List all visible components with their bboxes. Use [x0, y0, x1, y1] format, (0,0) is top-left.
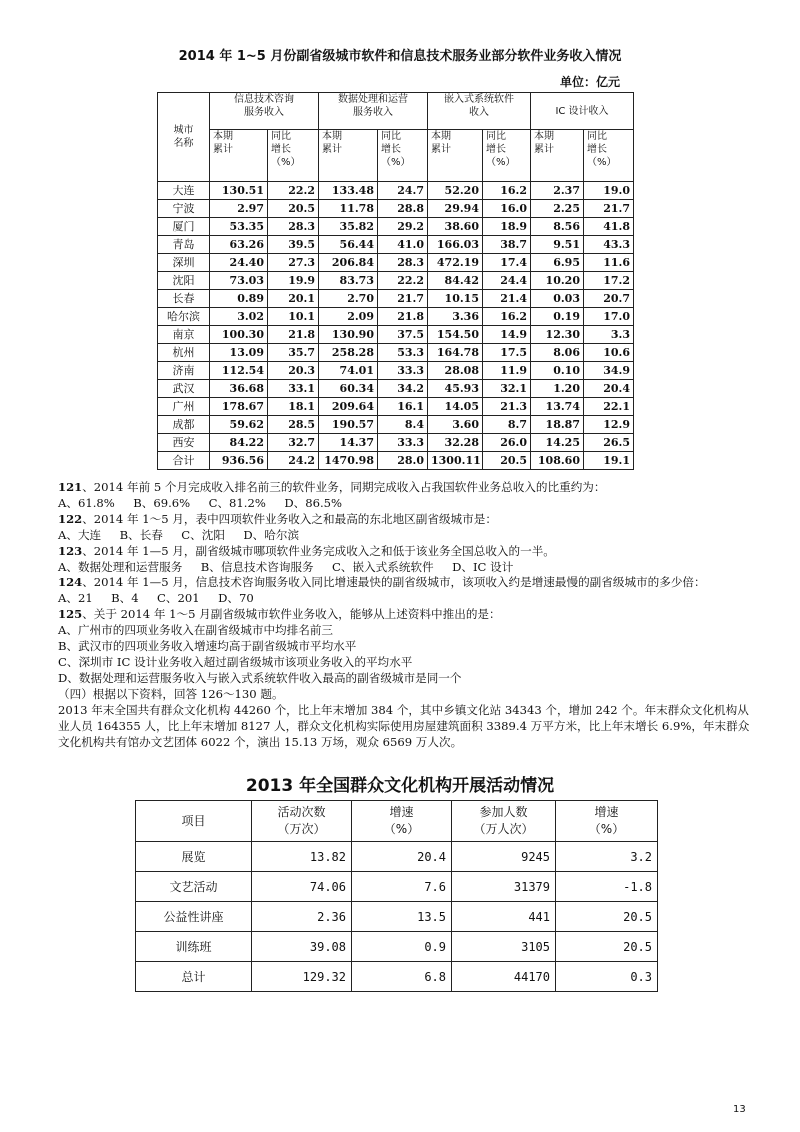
value-cell: 18.87 [531, 416, 584, 434]
table-row [136, 842, 658, 872]
value-cell: 22.2 [378, 272, 428, 290]
question-number: 124 [58, 575, 83, 590]
value-cell: 22.1 [584, 398, 634, 416]
cultural-activities-table [135, 800, 658, 992]
value-cell: 41.8 [584, 218, 634, 236]
value-cell: 74.01 [319, 362, 378, 380]
value-cell: 19.9 [268, 272, 319, 290]
value-cell: 84.42 [428, 272, 483, 290]
table-row [136, 932, 658, 962]
value-cell: 28.08 [428, 362, 483, 380]
value-cell: 39.08 [252, 932, 352, 962]
column-header: 活动次数 （万次） [252, 801, 352, 842]
value-cell: 3.60 [428, 416, 483, 434]
value-cell: 0.19 [531, 308, 584, 326]
value-cell: 9.51 [531, 236, 584, 254]
value-cell: 166.03 [428, 236, 483, 254]
table-row [158, 290, 634, 308]
value-cell: 33.1 [268, 380, 319, 398]
value-cell: 74.06 [252, 872, 352, 902]
value-cell: 3105 [452, 932, 556, 962]
question-number: 123 [58, 543, 83, 558]
value-cell: 12.9 [584, 416, 634, 434]
value-cell: 2.37 [531, 182, 584, 200]
value-cell: 60.34 [319, 380, 378, 398]
value-cell: 32.1 [483, 380, 531, 398]
table-row [158, 218, 634, 236]
city-name-cell: 合计 [158, 452, 210, 470]
table-row [158, 398, 634, 416]
value-cell: 84.22 [210, 434, 268, 452]
value-cell: 16.0 [483, 200, 531, 218]
value-cell: 22.2 [268, 182, 319, 200]
value-cell: 20.5 [483, 452, 531, 470]
subheader-current-total: 本期 累计 [531, 130, 584, 182]
value-cell: 11.6 [584, 254, 634, 272]
value-cell: 24.2 [268, 452, 319, 470]
value-cell: 2.09 [319, 308, 378, 326]
subheader-current-total: 本期 累计 [428, 130, 483, 182]
value-cell: 8.7 [483, 416, 531, 434]
value-cell: 3.02 [210, 308, 268, 326]
value-cell: 154.50 [428, 326, 483, 344]
subheader-current-total: 本期 累计 [210, 130, 268, 182]
value-cell: 1.20 [531, 380, 584, 398]
value-cell: 164.78 [428, 344, 483, 362]
value-cell: 28.3 [378, 254, 428, 272]
value-cell: 83.73 [319, 272, 378, 290]
table-row [158, 272, 634, 290]
value-cell: 18.1 [268, 398, 319, 416]
city-name-cell: 武汉 [158, 380, 210, 398]
question-options: A、数据处理和运营服务 B、信息技术咨询服务 C、嵌入式系统软件 D、IC 设计 [58, 559, 514, 574]
value-cell: 52.20 [428, 182, 483, 200]
value-cell: 178.67 [210, 398, 268, 416]
group-header-ic-design: IC 设计收入 [531, 93, 634, 130]
value-cell: 1300.11 [428, 452, 483, 470]
value-cell: 38.7 [483, 236, 531, 254]
value-cell: 35.7 [268, 344, 319, 362]
city-name-cell: 青岛 [158, 236, 210, 254]
value-cell: 56.44 [319, 236, 378, 254]
section-paragraph: 2013 年末全国共有群众文化机构 44260 个，比上年末增加 384 个，其中乡镇文化站 34343 个，增加 242 个。年末群众文化机构从业人员 164355 人，比上年末增加 8127 人，群众文化机构实际使用房屋建筑面积 3389.4 万平方米，比上年末增长 6.9%，年末群众文化机构共有馆办文艺团体 6022 个，演出 15.13 万场，观众 6569 万人次。 [58, 702, 750, 749]
value-cell: 28.3 [268, 218, 319, 236]
value-cell: 133.48 [319, 182, 378, 200]
value-cell: 17.0 [584, 308, 634, 326]
value-cell: 20.4 [584, 380, 634, 398]
value-cell: 38.60 [428, 218, 483, 236]
value-cell: 9245 [452, 842, 556, 872]
value-cell: 21.3 [483, 398, 531, 416]
question-options: A、广州市的四项业务收入在副省级城市中均排名前三 B、武汉市的四项业务收入增速均高于副省级城市平均水平 C、深圳市 IC 设计业务收入超过副省级城市该项业务收入的平均水平 D、数据处理和运营服务收入与嵌入式系统软件收入最高的副省级城市是同一个 [58, 623, 462, 685]
value-cell: 29.94 [428, 200, 483, 218]
value-cell: 17.2 [584, 272, 634, 290]
value-cell: 35.82 [319, 218, 378, 236]
city-name-header: 城市 名称 [158, 93, 210, 182]
value-cell: 26.0 [483, 434, 531, 452]
item-name-cell: 公益性讲座 [136, 902, 252, 932]
value-cell: 29.2 [378, 218, 428, 236]
value-cell: 44170 [452, 962, 556, 992]
group-header-it-consulting: 信息技术咨询 服务收入 [210, 93, 319, 130]
question-number: 121 [58, 480, 83, 494]
page-number: 13 [733, 1104, 746, 1115]
table1-title: 2014 年 1~5 月份副省级城市软件和信息技术服务业部分软件业务收入情况 [178, 49, 622, 64]
city-name-cell: 南京 [158, 326, 210, 344]
value-cell: 34.2 [378, 380, 428, 398]
question-stem [58, 607, 758, 623]
value-cell: 53.35 [210, 218, 268, 236]
value-cell: 108.60 [531, 452, 584, 470]
value-cell: 28.0 [378, 452, 428, 470]
question-options: A、大连 B、长春 C、沈阳 D、哈尔滨 [58, 527, 300, 542]
value-cell: 3.2 [556, 842, 658, 872]
value-cell: 28.5 [268, 416, 319, 434]
value-cell: 32.28 [428, 434, 483, 452]
value-cell: 3.3 [584, 326, 634, 344]
item-name-cell: 文艺活动 [136, 872, 252, 902]
subheader-current-total: 本期 累计 [319, 130, 378, 182]
value-cell: 206.84 [319, 254, 378, 272]
city-name-cell: 西安 [158, 434, 210, 452]
subheader-yoy-growth: 同比 增长 （%） [483, 130, 531, 182]
table-row [158, 236, 634, 254]
value-cell: 28.8 [378, 200, 428, 218]
value-cell: 13.82 [252, 842, 352, 872]
value-cell: 936.56 [210, 452, 268, 470]
group-header-embedded-software: 嵌入式系统软件 收入 [428, 93, 531, 130]
value-cell: 45.93 [428, 380, 483, 398]
question-options: A、61.8% B、69.6% C、81.2% D、86.5% [58, 495, 343, 510]
value-cell: 14.37 [319, 434, 378, 452]
item-name-cell: 展览 [136, 842, 252, 872]
value-cell: 21.8 [378, 308, 428, 326]
value-cell: 2.25 [531, 200, 584, 218]
value-cell: 26.5 [584, 434, 634, 452]
value-cell: 39.5 [268, 236, 319, 254]
value-cell: 16.2 [483, 308, 531, 326]
value-cell: 59.62 [210, 416, 268, 434]
question-number: 122 [58, 511, 83, 526]
table-row [158, 416, 634, 434]
table-row [158, 380, 634, 398]
question-stem [58, 512, 758, 528]
value-cell: 24.7 [378, 182, 428, 200]
value-cell: 6.8 [352, 962, 452, 992]
value-cell: 18.9 [483, 218, 531, 236]
question-block [58, 480, 758, 750]
value-cell: 53.3 [378, 344, 428, 362]
city-name-cell: 大连 [158, 182, 210, 200]
table-row [158, 434, 634, 452]
column-header: 项目 [136, 801, 252, 842]
city-name-cell: 深圳 [158, 254, 210, 272]
value-cell: 7.6 [352, 872, 452, 902]
value-cell: 11.78 [319, 200, 378, 218]
city-name-cell: 哈尔滨 [158, 308, 210, 326]
subheader-yoy-growth: 同比 增长 （%） [584, 130, 634, 182]
city-name-cell: 杭州 [158, 344, 210, 362]
value-cell: 24.4 [483, 272, 531, 290]
table-row [158, 326, 634, 344]
value-cell: 21.7 [584, 200, 634, 218]
question-text: 、2014 年 1—5 月，信息技术咨询服务收入同比增速最快的副省级城市，该项收入约是增速最慢的副省级城市的多少倍： [82, 575, 706, 590]
value-cell: 10.6 [584, 344, 634, 362]
city-name-cell: 长春 [158, 290, 210, 308]
value-cell: 36.68 [210, 380, 268, 398]
software-revenue-table [157, 92, 634, 470]
value-cell: 32.7 [268, 434, 319, 452]
value-cell: 20.5 [556, 932, 658, 962]
value-cell: 129.32 [252, 962, 352, 992]
value-cell: 16.2 [483, 182, 531, 200]
value-cell: 1470.98 [319, 452, 378, 470]
question-text: 、关于 2014 年 1～5 月副省级城市软件业务收入，能够从上述资料中推出的是： [82, 607, 501, 622]
table-row [136, 962, 658, 992]
column-header: 增速 （%） [556, 801, 658, 842]
question-text: 、2014 年 1～5 月，表中四项软件业务收入之和最高的东北地区副省级城市是： [82, 511, 497, 526]
table-row [158, 452, 634, 470]
table1-unit: 单位：亿元 [560, 75, 621, 89]
value-cell: 8.06 [531, 344, 584, 362]
value-cell: 19.1 [584, 452, 634, 470]
value-cell: 2.36 [252, 902, 352, 932]
city-name-cell: 广州 [158, 398, 210, 416]
value-cell: 130.51 [210, 182, 268, 200]
value-cell: 20.3 [268, 362, 319, 380]
value-cell: 8.4 [378, 416, 428, 434]
value-cell: 0.03 [531, 290, 584, 308]
value-cell: 0.10 [531, 362, 584, 380]
column-header: 增速 （%） [352, 801, 452, 842]
city-name-cell: 成都 [158, 416, 210, 434]
value-cell: 20.1 [268, 290, 319, 308]
subheader-yoy-growth: 同比 增长 （%） [378, 130, 428, 182]
value-cell: 2.70 [319, 290, 378, 308]
value-cell: 112.54 [210, 362, 268, 380]
table-row [158, 344, 634, 362]
question-number: 125 [58, 607, 83, 622]
value-cell: 10.15 [428, 290, 483, 308]
table-row [158, 200, 634, 218]
value-cell: 21.8 [268, 326, 319, 344]
value-cell: 33.3 [378, 434, 428, 452]
value-cell: 130.90 [319, 326, 378, 344]
value-cell: 14.25 [531, 434, 584, 452]
value-cell: 21.4 [483, 290, 531, 308]
value-cell: 20.5 [268, 200, 319, 218]
value-cell: 31379 [452, 872, 556, 902]
table-row [158, 362, 634, 380]
value-cell: 190.57 [319, 416, 378, 434]
table-row [158, 308, 634, 326]
value-cell: 13.74 [531, 398, 584, 416]
table2-title: 2013 年全国群众文化机构开展活动情况 [245, 776, 555, 796]
city-name-cell: 厦门 [158, 218, 210, 236]
value-cell: 21.7 [378, 290, 428, 308]
value-cell: 43.3 [584, 236, 634, 254]
question-stem [58, 480, 758, 496]
value-cell: 73.03 [210, 272, 268, 290]
table-row [136, 872, 658, 902]
value-cell: 20.4 [352, 842, 452, 872]
value-cell: 17.5 [483, 344, 531, 362]
value-cell: 8.56 [531, 218, 584, 236]
value-cell: 10.20 [531, 272, 584, 290]
value-cell: 100.30 [210, 326, 268, 344]
value-cell: 17.4 [483, 254, 531, 272]
value-cell: 33.3 [378, 362, 428, 380]
value-cell: 13.09 [210, 344, 268, 362]
value-cell: 258.28 [319, 344, 378, 362]
value-cell: 20.5 [556, 902, 658, 932]
value-cell: 16.1 [378, 398, 428, 416]
group-header-data-processing: 数据处理和运营 服务收入 [319, 93, 428, 130]
value-cell: 12.30 [531, 326, 584, 344]
city-name-cell: 济南 [158, 362, 210, 380]
value-cell: 13.5 [352, 902, 452, 932]
value-cell: 24.40 [210, 254, 268, 272]
value-cell: 441 [452, 902, 556, 932]
value-cell: 10.1 [268, 308, 319, 326]
city-name-cell: 宁波 [158, 200, 210, 218]
value-cell: 11.9 [483, 362, 531, 380]
value-cell: 2.97 [210, 200, 268, 218]
value-cell: 6.95 [531, 254, 584, 272]
value-cell: 14.05 [428, 398, 483, 416]
city-name-cell: 沈阳 [158, 272, 210, 290]
section-heading: （四）根据以下资料，回答 126～130 题。 [58, 686, 284, 701]
table-row [136, 902, 658, 932]
value-cell: 20.7 [584, 290, 634, 308]
table-row [158, 254, 634, 272]
question-stem [58, 544, 758, 560]
value-cell: 209.64 [319, 398, 378, 416]
value-cell: 0.3 [556, 962, 658, 992]
value-cell: -1.8 [556, 872, 658, 902]
item-name-cell: 训练班 [136, 932, 252, 962]
value-cell: 41.0 [378, 236, 428, 254]
value-cell: 63.26 [210, 236, 268, 254]
subheader-yoy-growth: 同比 增长 （%） [268, 130, 319, 182]
value-cell: 37.5 [378, 326, 428, 344]
question-text: 、2014 年前 5 个月完成收入排名前三的软件业务，同期完成收入占我国软件业务总收入的比重约为： [82, 480, 606, 494]
value-cell: 27.3 [268, 254, 319, 272]
question-text: 、2014 年 1—5 月，副省级城市哪项软件业务完成收入之和低于该业务全国总收入的一半。 [82, 543, 555, 558]
value-cell: 0.89 [210, 290, 268, 308]
value-cell: 3.36 [428, 308, 483, 326]
question-options: A、21 B、4 C、201 D、70 [58, 591, 254, 606]
question-stem [58, 575, 758, 591]
value-cell: 19.0 [584, 182, 634, 200]
value-cell: 472.19 [428, 254, 483, 272]
value-cell: 0.9 [352, 932, 452, 962]
table-row [158, 182, 634, 200]
column-header: 参加人数 （万人次） [452, 801, 556, 842]
value-cell: 14.9 [483, 326, 531, 344]
item-name-cell: 总计 [136, 962, 252, 992]
value-cell: 34.9 [584, 362, 634, 380]
